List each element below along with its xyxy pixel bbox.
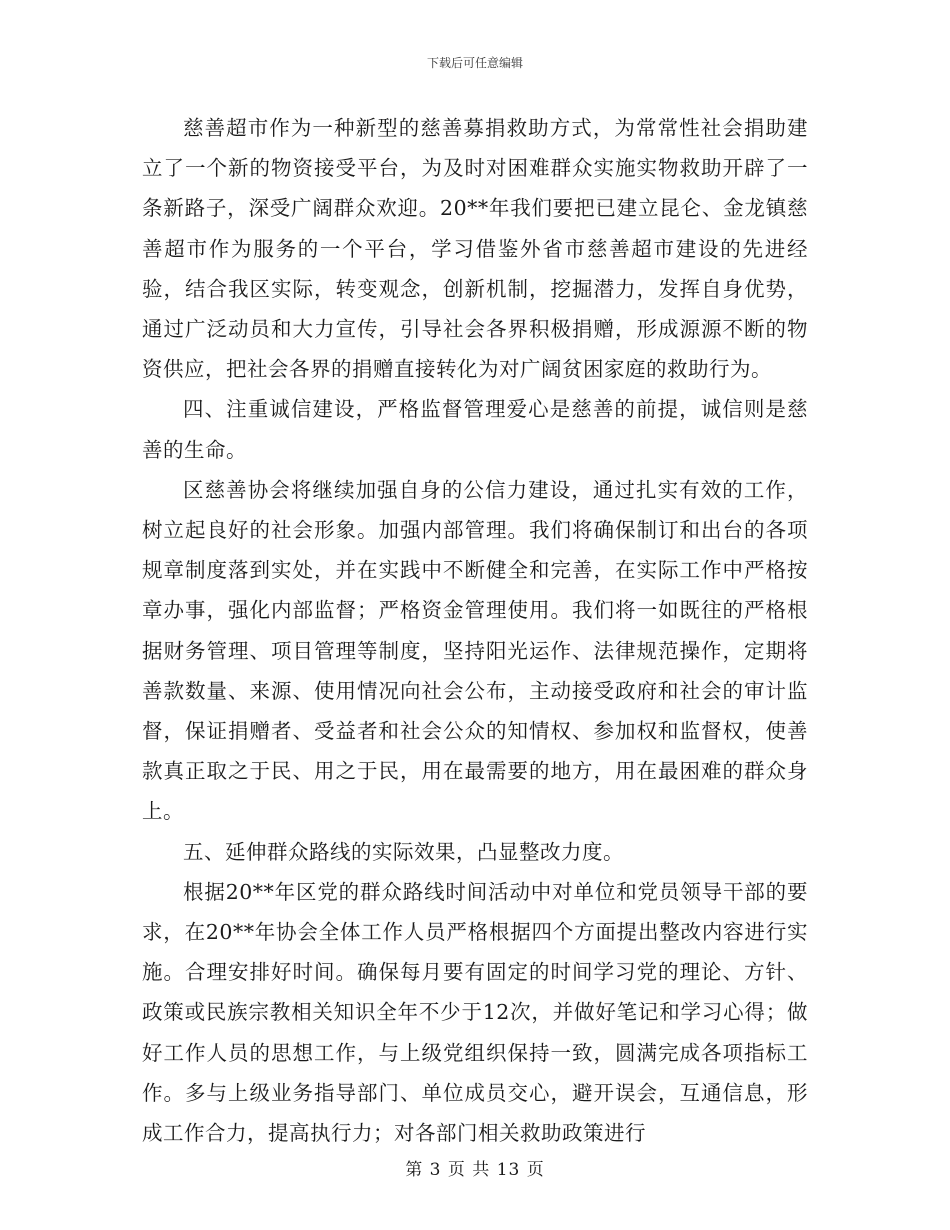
paragraph-section-five-heading: 五、延伸群众路线的实际效果，凸显整改力度。 xyxy=(183,839,624,864)
page-number-footer: 第 3 页 共 13 页 xyxy=(405,1160,545,1180)
page-header: 下载后可任意编辑 xyxy=(426,56,523,70)
paragraph-charity-supermarket: 慈善超市作为一种新型的慈善募捐救助方式，为常常性社会捐助建立了一个新的物资接受平台，为及时对困难群众实施实物救助开辟了一条新路子，深受广阔群众欢迎。20**年我们要把已建立昆仑、金龙镇慈善超市作为服务的一个平台，学习借鉴外省市慈善超市建设的先进经验，结合我区实际，转变观念，创新机制，挖掘潜力，发挥自身优势，通过广泛动员和大力宣传，引导社会各界积极捐赠，形成源源不断的物资供应，把社会各界的捐赠直接转化为对广阔贫困家庭的救助行为。 xyxy=(142,116,808,382)
paragraph-section-four-heading: 四、注重诚信建设，严格监督管理爱心是慈善的前提，诚信则是慈善的生命。 xyxy=(142,397,808,462)
document-body xyxy=(142,108,808,1153)
paragraph-credibility-building: 区慈善协会将继续加强自身的公信力建设，通过扎实有效的工作，树立起良好的社会形象。加强内部管理。我们将确保制订和出台的各项规章制度落到实处，并在实践中不断健全和完善，在实际工作中严格按章办事，强化内部监督；严格资金管理使用。我们将一如既往的严格根据财务管理、项目管理等制度，坚持阳光运作、法律规范操作，定期将善款数量、来源、使用情况向社会公布，主动接受政府和社会的审计监督，保证捐赠者、受益者和社会公众的知情权、参加权和监督权，使善款真正取之于民、用之于民，用在最需要的地方，用在最困难的群众身上。 xyxy=(142,477,808,824)
paragraph-rectification: 根据20**年区党的群众路线时间活动中对单位和党员领导干部的要求，在20**年协会全体工作人员严格根据四个方面提出整改内容进行实施。合理安排好时间。确保每月要有固定的时间学习党的理论、方针、政策或民族宗教相关知识全年不少于12次，并做好笔记和学习心得；做好工作人员的思想工作，与上级党组织保持一致，圆满完成各项指标工作。多与上级业务指导部门、单位成员交心，避开误会，互通信息，形成工作合力，提高执行力；对各部门相关救助政策进行 xyxy=(142,879,808,1146)
